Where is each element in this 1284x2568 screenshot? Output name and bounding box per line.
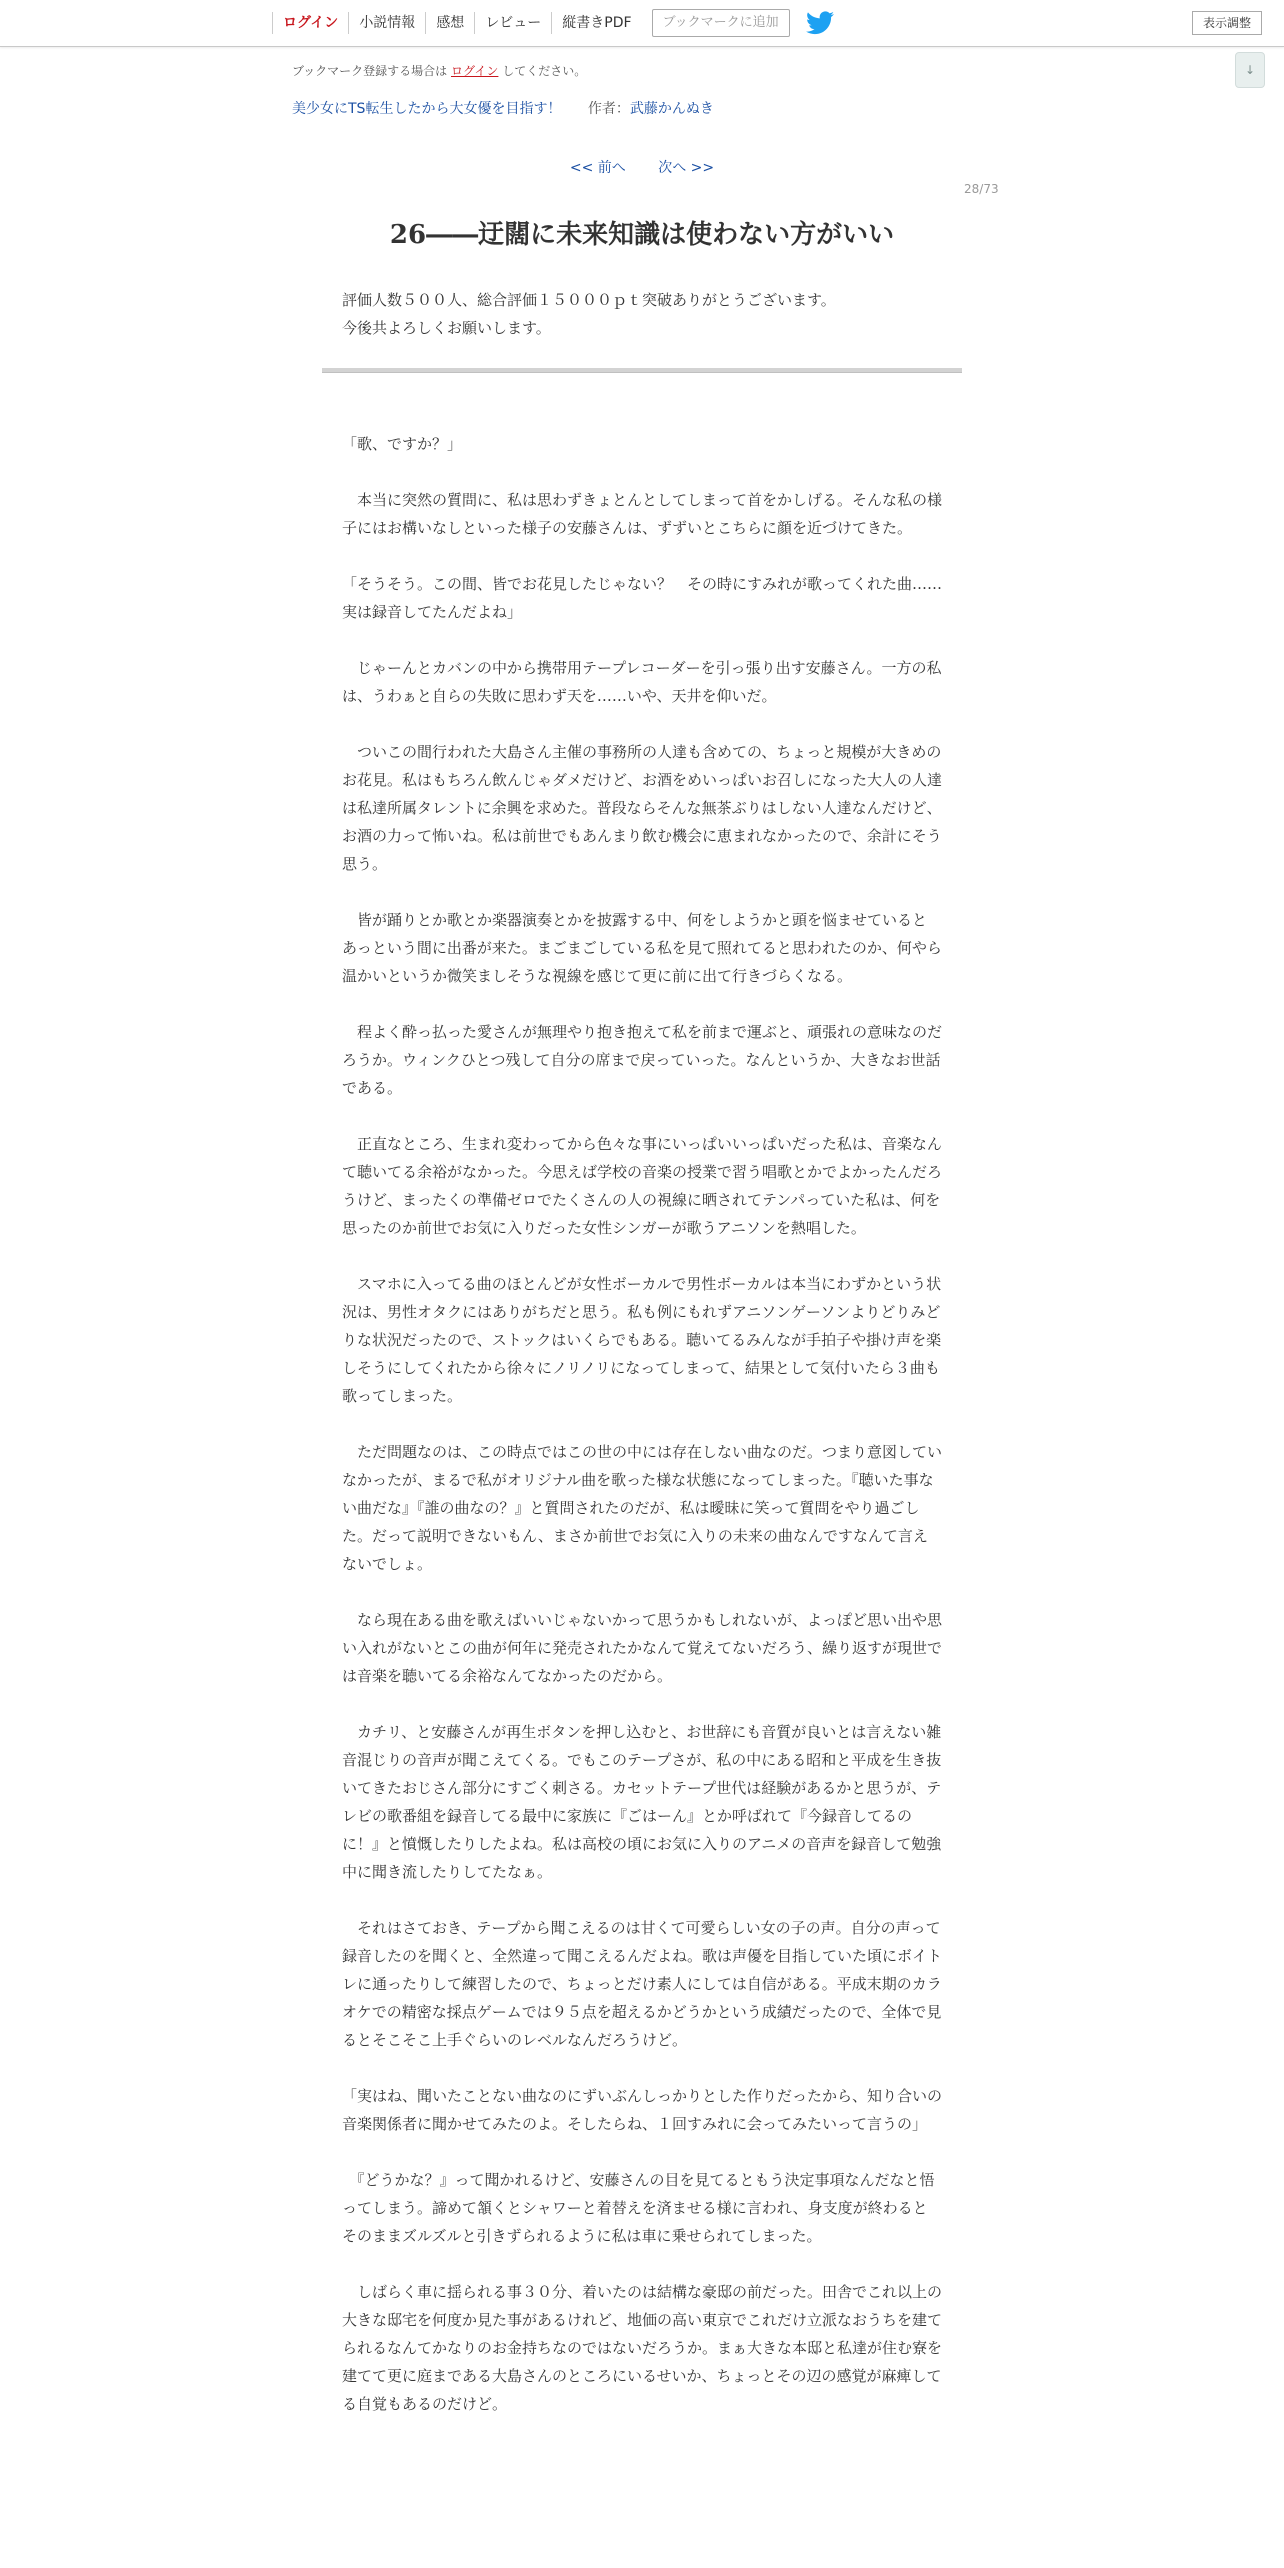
body-paragraph: 『どうかな？』って聞かれるけど、安藤さんの目を見てるともう決定事項なんだなと悟ってしまう。諦めて頷くとシャワーと着替えを済ませる様に言われ、身支度が終わるとそのままズルズルと引きずられるように私は車に乗せられてしまった。 xyxy=(342,2171,935,2245)
body-paragraph: 「そうそう。この間、皆でお花見したじゃない？ その時にすみれが歌ってくれた曲……実は録音してたんだよね」 xyxy=(342,575,943,621)
chapter-title: 26――迂闊に未来知識は使わない方がいい xyxy=(389,220,895,250)
author-link[interactable]: 武藤かんぬき xyxy=(629,101,714,117)
series-info xyxy=(292,98,714,118)
nav-impressions[interactable]: 感想 xyxy=(425,12,474,34)
preface xyxy=(342,286,942,342)
body-paragraph: 皆が踊りとか歌とか楽器演奏とかを披露する中、何をしようかと頭を悩ませているとあっという間に出番が来た。まごまごしている私を見て照れてると思われたのか、何やら温かいというか微笑ましそうな視線を感じて更に前に出て行きづらくなる。 xyxy=(342,911,942,985)
body-paragraph: 程よく酔っ払った愛さんが無理やり抱き抱えて私を前まで運ぶと、頑張れの意味なのだろうか。ウィンクひとつ残して自分の席まで戻っていった。なんというか、大きなお世話である。 xyxy=(342,1023,943,1097)
nav-vertical-pdf[interactable]: 縦書きPDF xyxy=(551,12,641,34)
add-bookmark-button[interactable]: ブックマークに追加 xyxy=(652,9,790,37)
bookmark-notice-text: ブックマーク登録する場合は xyxy=(292,64,448,78)
body-paragraph: ただ問題なのは、この時点ではこの世の中には存在しない曲なのだ。つまり意図していなかったが、まるで私がオリジナル曲を歌った様な状態になってしまった。『聴いた事ない曲だな』『誰の曲なの？』と質問されたのだが、私は曖昧に笑って質問をやり過ごした。だって説明できないもん、まさか前世でお気に入りの未来の曲なんですなんて言えないでしょ。 xyxy=(342,1443,943,1573)
body-paragraph: それはさておき、テープから聞こえるのは甘くて可愛らしい女の子の声。自分の声って録音したのを聞くと、全然違って聞こえるんだよね。歌は声優を目指していた頃にボイトレに通ったりして練習したので、ちょっとだけ素人にしては自信がある。平成末期のカラオケでの精密な採点ゲームでは９５点を超えるかどうかという成績だったので、全体で見るとそこそこ上手ぐらいのレベルなんだろうけど。 xyxy=(342,1919,943,2049)
twitter-icon[interactable] xyxy=(806,11,834,35)
nav-review[interactable]: レビュー xyxy=(474,12,551,34)
display-settings-button[interactable]: 表示調整 xyxy=(1192,11,1262,35)
bookmark-notice xyxy=(292,62,586,79)
body-paragraph: 正直なところ、生まれ変わってから色々な事にいっぱいいっぱいだった私は、音楽なんて聴いてる余裕がなかった。今思えば学校の音楽の授業で習う唱歌とかでよかったんだろうけど、まったくの準備ゼロでたくさんの人の視線に晒されてテンパっていた私は、何を思ったのか前世でお気に入りだった女性シンガーが歌うアニソンを熱唱した。 xyxy=(342,1135,943,1237)
body-paragraph: 「歌、ですか？」 xyxy=(342,435,463,453)
scroll-down-icon[interactable]: ↓ xyxy=(1235,52,1265,88)
prev-chapter-link[interactable]: << 前へ xyxy=(569,160,626,176)
preface-line: 評価人数５００人、総合評価１５０００ｐｔ突破ありがとうございます。 xyxy=(342,291,836,309)
top-menu-bar xyxy=(0,0,1284,47)
body-paragraph: ついこの間行われた大島さん主催の事務所の人達も含めての、ちょっと規模が大きめのお花見。私はもちろん飲んじゃダメだけど、お酒をめいっぱいお召しになった大人の人達は私達所属タレントに余興を求めた。普段ならそんな無茶ぶりはしない人達なんだけど、お酒の力って怖いね。私は前世でもあんまり飲む機会に恵まれなかったので、余計にそう思う。 xyxy=(342,743,943,873)
nav-novel-info[interactable]: 小説情報 xyxy=(348,12,425,34)
chapter-number: 28/73 xyxy=(964,182,999,196)
chapter-pager xyxy=(0,157,1284,177)
body-paragraph: スマホに入ってる曲のほとんどが女性ボーカルで男性ボーカルは本当にわずかという状況は、男性オタクにはありがちだと思う。私も例にもれずアニソンゲーソンよりどりみどりな状況だったので、ストックはいくらでもある。聴いてるみんなが手拍子や掛け声を楽しそうにしてくれたから徐々にノリノリになってしまって、結果として気付いたら３曲も歌ってしまった。 xyxy=(342,1275,942,1405)
body-paragraph: しばらく車に揺られる事３０分、着いたのは結構な豪邸の前だった。田舎でこれ以上の大きな邸宅を何度か見た事があるけれど、地価の高い東京でこれだけ立派なおうちを建てられるなんてかなりのお金持ちなのではないだろうか。まぁ大きな本邸と私達が住む寮を建てて更に庭まである大島さんのところにいるせいか、ちょっとその辺の感覚が麻痺してる自覚もあるのだけど。 xyxy=(342,2283,943,2413)
body-paragraph: じゃーんとカバンの中から携帯用テープレコーダーを引っ張り出す安藤さん。一方の私は、うわぁと自らの失敗に思わず天を……いや、天井を仰いだ。 xyxy=(342,659,942,705)
preface-line: 今後共よろしくお願いします。 xyxy=(342,319,551,337)
next-chapter-link[interactable]: 次へ >> xyxy=(658,160,715,176)
body-paragraph: 「実はね、聞いたことない曲なのにずいぶんしっかりとした作りだったから、知り合いの音楽関係者に聞かせてみたのよ。そしたらね、１回すみれに会ってみたいって言うの」 xyxy=(342,2087,943,2133)
body-paragraph: 本当に突然の質問に、私は思わずきょとんとしてしまって首をかしげる。そんな私の様子にはお構いなしといった様子の安藤さんは、ずずいとこちらに顔を近づけてきた。 xyxy=(342,491,943,537)
novel-body xyxy=(342,430,942,2446)
body-paragraph: なら現在ある曲を歌えばいいじゃないかって思うかもしれないが、よっぽど思い出や思い入れがないとこの曲が何年に発売されたかなんて覚えてないだろう、繰り返すが現世では音楽を聴いてる余裕なんてなかったのだから。 xyxy=(342,1611,943,1685)
series-title-link[interactable]: 美少女にTS転生したから大女優を目指す！ xyxy=(292,101,562,117)
bookmark-notice-suffix: してください。 xyxy=(502,64,587,78)
preface-divider xyxy=(322,368,962,373)
nav-menu xyxy=(272,0,834,46)
author-label: 作者： xyxy=(587,101,630,117)
body-paragraph: カチリ、と安藤さんが再生ボタンを押し込むと、お世辞にも音質が良いとは言えない雑音混じりの音声が聞こえてくる。でもこのテープさが、私の中にある昭和と平成を生き抜いてきたおじさん部分にすごく刺さる。カセットテープ世代は経験があるかと思うが、テレビの歌番組を録音してる最中に家族に『ごはーん』とか呼ばれて『今録音してるのに！』と憤慨したりしたよね。私は高校の頃にお気に入りのアニメの音声を録音して勉強中に聞き流したりしてたなぁ。 xyxy=(342,1723,942,1881)
nav-login[interactable]: ログイン xyxy=(272,12,348,34)
bookmark-login-link[interactable]: ログイン xyxy=(451,64,499,78)
